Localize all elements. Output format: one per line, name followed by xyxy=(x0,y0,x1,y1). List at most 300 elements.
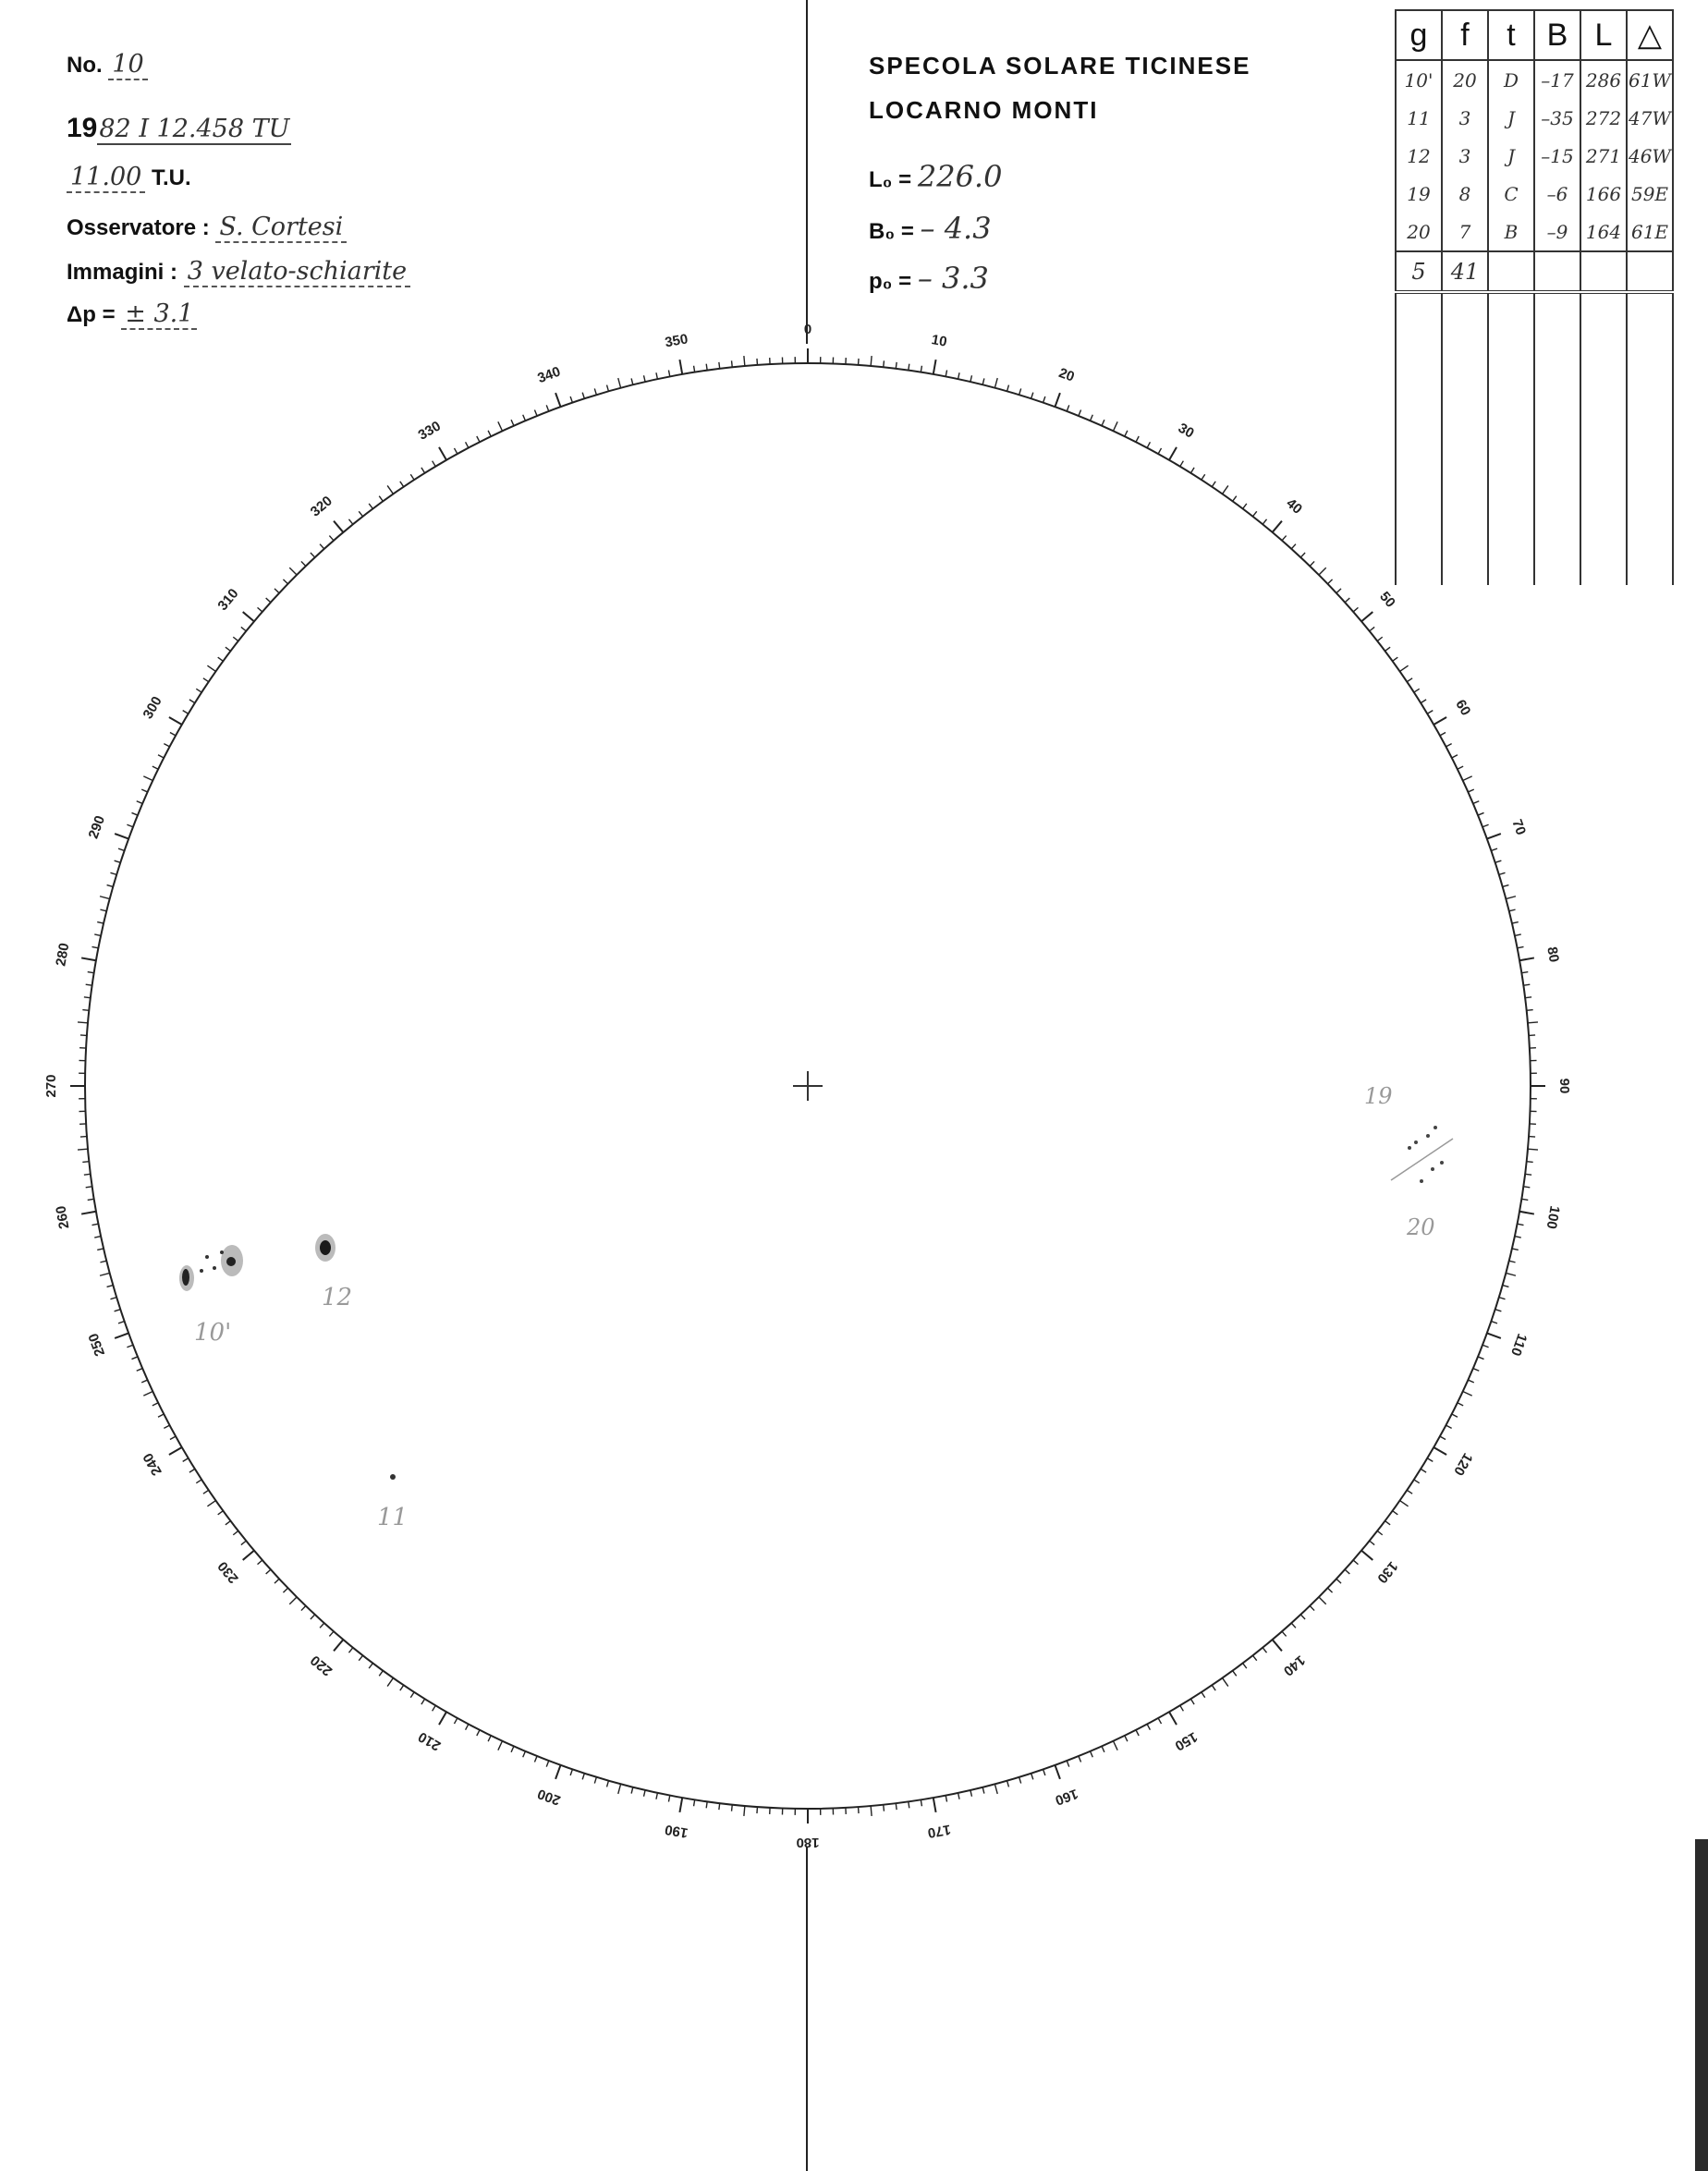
scale-tick xyxy=(1291,544,1296,549)
scale-tick xyxy=(410,474,414,480)
col-header-g: g xyxy=(1396,10,1442,60)
scale-tick xyxy=(1223,485,1228,494)
scale-tick xyxy=(170,1436,176,1439)
scale-tick xyxy=(1091,1751,1093,1757)
scale-tick xyxy=(1377,1531,1383,1534)
scale-tick xyxy=(466,1724,469,1729)
images-label: Immagini : xyxy=(67,260,178,285)
scale-tick xyxy=(1527,1162,1533,1163)
scale-tick xyxy=(1361,612,1372,621)
L0-label: L₀ = xyxy=(869,167,912,192)
scale-tick xyxy=(100,909,106,911)
scale-tick xyxy=(1499,1298,1506,1299)
cell-B: –35 xyxy=(1534,99,1580,137)
scale-tick xyxy=(1414,689,1420,692)
scale-tick xyxy=(958,1793,959,1799)
scale-tick xyxy=(164,1425,169,1428)
scale-tick xyxy=(88,972,94,973)
scale-tick xyxy=(243,1551,254,1560)
sunspot-group-20 xyxy=(1391,1139,1453,1183)
scale-tick xyxy=(706,364,707,371)
scale-tick xyxy=(100,1261,106,1262)
scale-tick xyxy=(1523,1187,1530,1188)
scale-tick xyxy=(400,1685,404,1690)
scale-tick xyxy=(694,366,695,372)
group-label-20: 20 xyxy=(1407,1214,1435,1240)
scale-tick xyxy=(982,378,984,384)
scale-tick xyxy=(1328,579,1333,584)
scale-label: 60 xyxy=(1452,697,1474,719)
scale-label: 210 xyxy=(415,1728,444,1754)
scale-tick xyxy=(1385,647,1391,651)
scale-tick xyxy=(1252,1655,1256,1661)
scale-tick xyxy=(1512,922,1519,924)
scale-tick xyxy=(118,848,125,850)
cell-L: 271 xyxy=(1580,137,1627,175)
scale-tick xyxy=(1043,396,1045,403)
scale-tick xyxy=(115,860,121,862)
scale-tick xyxy=(84,1174,91,1175)
scale-label: 320 xyxy=(307,493,336,520)
scale-tick xyxy=(982,1787,984,1794)
scale-tick xyxy=(706,1801,707,1808)
scale-tick xyxy=(1273,521,1282,532)
scale-tick xyxy=(266,1569,271,1574)
scale-tick xyxy=(1353,607,1358,612)
scale-label: 80 xyxy=(1543,945,1562,964)
scale-tick xyxy=(1136,1730,1139,1736)
scale-label: 40 xyxy=(1283,495,1305,518)
scale-label: 0 xyxy=(803,321,812,337)
scale-tick xyxy=(141,789,147,792)
scale-label: 160 xyxy=(1053,1785,1080,1809)
scale-tick xyxy=(933,360,936,374)
scale-tick xyxy=(94,934,101,935)
scale-label: 260 xyxy=(53,1204,73,1230)
scale-tick xyxy=(1291,1623,1296,1628)
scale-tick xyxy=(289,567,297,575)
scale-tick xyxy=(1310,1606,1314,1611)
scale-tick xyxy=(258,1560,262,1565)
scale-tick xyxy=(283,579,287,584)
scale-tick xyxy=(570,396,572,403)
scale-tick xyxy=(329,1631,334,1636)
group-label-10: 10' xyxy=(194,1319,232,1347)
scale-tick xyxy=(1319,567,1326,575)
scale-tick xyxy=(1499,872,1506,874)
scale-tick xyxy=(1345,598,1349,603)
cell-f: 3 xyxy=(1442,99,1488,137)
scale-tick xyxy=(1519,1212,1534,1214)
scale-tick xyxy=(170,732,176,735)
scale-tick xyxy=(1212,1685,1215,1690)
scale-tick xyxy=(110,872,116,874)
scale-tick xyxy=(97,922,104,924)
cell-t: D xyxy=(1488,60,1534,99)
scale-tick xyxy=(158,755,164,758)
scale-tick xyxy=(607,385,609,392)
scale-tick xyxy=(320,1623,324,1628)
scale-tick xyxy=(933,1798,936,1812)
cell-t: C xyxy=(1488,175,1534,213)
scale-label: 220 xyxy=(307,1652,336,1679)
scale-tick xyxy=(1519,957,1534,960)
scale-tick xyxy=(1509,1261,1516,1262)
scale-tick xyxy=(1263,1648,1266,1653)
scale-tick xyxy=(631,1787,633,1794)
scale-tick xyxy=(196,689,201,692)
scale-tick xyxy=(1446,1425,1451,1428)
scale-tick xyxy=(498,1741,503,1750)
scale-tick xyxy=(1506,896,1516,899)
scale-tick xyxy=(1518,1224,1524,1225)
scale-tick xyxy=(1223,1678,1228,1687)
scale-tick xyxy=(439,1712,446,1725)
scale-tick xyxy=(1353,1560,1358,1565)
scale-tick xyxy=(1521,1199,1528,1200)
scale-tick xyxy=(100,896,110,899)
scale-tick xyxy=(118,1322,125,1323)
scale-tick xyxy=(233,1531,238,1534)
scale-tick xyxy=(1421,700,1426,703)
record-number-value: 10 xyxy=(108,50,147,80)
scale-tick xyxy=(329,536,334,541)
scale-tick xyxy=(1491,848,1497,850)
scale-label: 140 xyxy=(1280,1652,1309,1679)
scale-tick xyxy=(594,388,596,395)
scale-tick xyxy=(679,1798,682,1812)
sunspot-group-19 xyxy=(1408,1126,1437,1150)
scale-tick xyxy=(523,415,526,421)
scale-tick xyxy=(1503,885,1509,887)
scale-tick xyxy=(1473,1369,1479,1372)
scale-tick xyxy=(1019,1777,1021,1784)
scale-tick xyxy=(534,409,537,415)
scale-tick xyxy=(1528,1022,1538,1023)
scale-tick xyxy=(1180,461,1184,467)
scale-tick xyxy=(1336,589,1341,593)
delta-p-value: ± 3.1 xyxy=(121,299,197,330)
scale-tick xyxy=(1440,1436,1446,1439)
P0-label: p₀ = xyxy=(869,269,912,294)
scale-tick xyxy=(78,1022,88,1023)
scale-tick xyxy=(379,1671,383,1677)
observer-value: S. Cortesi xyxy=(215,213,347,243)
col-header-B: B xyxy=(1534,10,1580,60)
scale-label: 110 xyxy=(1507,1331,1531,1359)
scale-tick xyxy=(1102,1746,1104,1751)
scale-tick xyxy=(348,1648,352,1653)
scale-tick xyxy=(1434,1447,1446,1455)
scale-tick xyxy=(1473,801,1479,804)
scale-tick xyxy=(387,485,393,494)
scale-tick xyxy=(433,1705,436,1711)
scale-tick xyxy=(1458,766,1463,769)
scale-tick xyxy=(243,612,254,621)
scale-tick xyxy=(454,1718,457,1724)
scale-tick xyxy=(233,637,238,640)
scale-tick xyxy=(1169,1712,1177,1725)
scale-tick xyxy=(1043,1769,1045,1775)
scale-tick xyxy=(81,957,96,960)
scale-tick xyxy=(226,647,231,651)
scale-tick xyxy=(218,657,224,661)
scale-label: 340 xyxy=(535,363,563,387)
scale-tick xyxy=(107,1286,114,1287)
scale-label: 150 xyxy=(1172,1728,1201,1754)
scale-tick xyxy=(127,1345,133,1348)
L0-value: 226.0 xyxy=(917,159,1003,194)
scale-tick xyxy=(183,711,189,714)
scale-tick xyxy=(100,1273,110,1275)
scale-tick xyxy=(158,1414,164,1417)
scale-tick xyxy=(582,393,584,399)
scale-tick xyxy=(143,1391,152,1396)
cell-g: 11 xyxy=(1396,99,1442,137)
scale-tick xyxy=(719,1803,720,1810)
scale-tick xyxy=(1273,1640,1282,1651)
col-header-t: t xyxy=(1488,10,1534,60)
scale-tick xyxy=(546,1761,549,1767)
scale-tick xyxy=(152,1403,158,1406)
scale-tick xyxy=(1147,442,1150,447)
scale-tick xyxy=(523,1751,526,1757)
scale-tick xyxy=(871,356,872,366)
scale-tick xyxy=(94,1237,101,1238)
scale-tick xyxy=(359,1655,362,1661)
scale-tick xyxy=(400,482,404,487)
scale-tick xyxy=(1136,436,1139,442)
scale-tick xyxy=(164,744,169,747)
scale-tick xyxy=(379,496,383,502)
scale-tick xyxy=(1031,393,1033,399)
date-value: 82 I 12.458 TU xyxy=(99,115,290,143)
scale-tick xyxy=(1202,1692,1205,1698)
scale-tick xyxy=(183,1458,189,1462)
scale-tick xyxy=(97,1249,104,1250)
scale-tick xyxy=(203,678,209,682)
scale-tick xyxy=(994,378,997,388)
scale-tick xyxy=(1190,468,1194,473)
scale-tick xyxy=(274,589,279,593)
scale-tick xyxy=(1528,1149,1538,1150)
scale-tick xyxy=(719,362,720,369)
scale-tick xyxy=(110,1298,116,1299)
scale-tick xyxy=(274,1579,279,1583)
scale-tick xyxy=(555,393,560,407)
scale-tick xyxy=(311,1615,315,1619)
scale-tick xyxy=(1079,1756,1081,1762)
scale-tick xyxy=(1452,1414,1458,1417)
scale-tick xyxy=(1421,1469,1426,1472)
cell-L: 272 xyxy=(1580,99,1627,137)
scale-tick xyxy=(1482,1345,1489,1348)
scale-tick xyxy=(656,372,657,379)
col-header-L: L xyxy=(1580,10,1627,60)
scale-tick xyxy=(958,372,959,379)
scale-tick xyxy=(1031,1774,1033,1780)
scale-tick xyxy=(466,442,469,447)
scale-tick xyxy=(369,504,372,509)
scale-tick xyxy=(1212,482,1215,487)
institution-line-1: SPECOLA SOLARE TICINESE xyxy=(869,52,1251,79)
scale-tick xyxy=(1434,717,1446,725)
scale-tick xyxy=(218,1511,224,1515)
scale-tick xyxy=(618,378,621,388)
scale-tick xyxy=(1463,776,1472,781)
scale-tick xyxy=(1147,1724,1150,1729)
scale-tick xyxy=(131,812,137,815)
scale-tick xyxy=(152,766,158,769)
scale-tick xyxy=(1518,946,1524,947)
scale-tick xyxy=(1414,1480,1420,1483)
group-label-12: 12 xyxy=(322,1284,353,1311)
scale-tick xyxy=(1233,496,1237,502)
scale-label: 30 xyxy=(1175,420,1197,442)
scale-tick xyxy=(1007,1781,1009,1787)
scale-tick xyxy=(1113,1741,1117,1750)
scale-tick xyxy=(1300,553,1305,557)
scale-tick xyxy=(421,1699,425,1704)
scale-tick xyxy=(618,1784,621,1794)
scale-label: 270 xyxy=(43,1074,59,1098)
scale-tick xyxy=(1370,627,1374,630)
scale-tick xyxy=(511,420,514,425)
scale-tick xyxy=(1319,1597,1326,1604)
cell-B: –9 xyxy=(1534,213,1580,251)
cell-delta: 59E xyxy=(1627,175,1673,213)
scale-tick xyxy=(668,1796,669,1802)
group-label-19: 19 xyxy=(1364,1083,1393,1109)
scale-tick xyxy=(1079,409,1081,415)
scale-tick xyxy=(744,1806,745,1816)
cell-L: 164 xyxy=(1580,213,1627,251)
scale-tick xyxy=(107,885,114,887)
scale-tick xyxy=(1440,732,1446,735)
cell-delta: 46W xyxy=(1627,137,1673,175)
scale-tick xyxy=(115,1310,121,1311)
scale-tick xyxy=(226,1521,231,1525)
scale-tick xyxy=(546,405,549,411)
scale-tick xyxy=(84,997,91,998)
scale-tick xyxy=(1515,1237,1521,1238)
scale-tick xyxy=(644,375,646,382)
scale-label: 120 xyxy=(1450,1450,1476,1479)
scale-label: 310 xyxy=(214,585,242,614)
scale-tick xyxy=(668,370,669,376)
scale-tick xyxy=(498,421,503,431)
scale-tick xyxy=(1158,1718,1161,1724)
scale-tick xyxy=(82,1162,89,1163)
scale-tick xyxy=(1509,909,1516,911)
scale-tick xyxy=(1243,1664,1247,1669)
scale-tick xyxy=(1468,1380,1473,1383)
scale-label: 50 xyxy=(1376,589,1398,611)
scale-tick xyxy=(115,1333,128,1337)
scale-tick xyxy=(488,431,491,436)
cell-f: 8 xyxy=(1442,175,1488,213)
images-value: 3 velato-schiarite xyxy=(184,257,410,287)
scale-label: 130 xyxy=(1373,1558,1401,1587)
scale-tick xyxy=(207,1501,215,1506)
scale-tick xyxy=(1158,448,1161,454)
scale-tick xyxy=(1495,860,1502,862)
scale-tick xyxy=(1452,755,1458,758)
scale-tick xyxy=(994,1784,997,1794)
scale-tick xyxy=(679,360,682,374)
scale-tick xyxy=(207,665,215,671)
scale-tick xyxy=(421,468,425,473)
scale-tick xyxy=(1393,1511,1398,1515)
scale-tick xyxy=(1491,1322,1497,1323)
scale-tick xyxy=(644,1790,646,1797)
cell-delta: 47W xyxy=(1627,99,1673,137)
cell-B: –17 xyxy=(1534,60,1580,99)
scale-tick xyxy=(1503,1286,1509,1287)
disc-center-cross xyxy=(793,1071,823,1101)
cell-t: J xyxy=(1488,137,1534,175)
scale-tick xyxy=(1468,789,1473,792)
scale-tick xyxy=(1478,812,1483,815)
time-unit: T.U. xyxy=(151,165,191,190)
scale-tick xyxy=(594,1777,596,1784)
scale-label: 10 xyxy=(930,332,948,350)
scale-tick xyxy=(1385,1521,1391,1525)
scale-tick xyxy=(1125,1736,1128,1741)
scale-label: 200 xyxy=(535,1785,563,1809)
scale-tick xyxy=(320,544,324,549)
scale-tick xyxy=(92,946,98,947)
scale-tick xyxy=(1407,678,1412,682)
scale-label: 280 xyxy=(53,942,73,968)
scale-label: 300 xyxy=(140,693,165,722)
cell-delta: 61E xyxy=(1627,213,1673,251)
scale-tick xyxy=(283,1588,287,1592)
scale-tick xyxy=(311,553,315,557)
cell-f: 20 xyxy=(1442,60,1488,99)
scale-tick xyxy=(1328,1588,1333,1592)
scale-tick xyxy=(348,519,352,524)
scale-tick xyxy=(410,1692,414,1698)
group-label-11: 11 xyxy=(377,1504,409,1531)
scale-tick xyxy=(1525,1174,1531,1175)
B0-value: – 4.3 xyxy=(920,211,992,246)
scale-label: 350 xyxy=(664,331,689,351)
scale-tick xyxy=(1506,1273,1516,1275)
scale-tick xyxy=(896,1803,897,1810)
scale-tick xyxy=(1282,536,1287,541)
scale-tick xyxy=(1495,1310,1502,1311)
scale-tick xyxy=(896,362,897,369)
cell-f: 7 xyxy=(1442,213,1488,251)
scale-tick xyxy=(970,1790,972,1797)
scale-tick xyxy=(439,447,446,460)
scale-tick xyxy=(86,1187,92,1188)
scale-tick xyxy=(1407,1490,1412,1494)
scale-tick xyxy=(970,375,972,382)
scale-tick xyxy=(732,1805,733,1811)
delta-p-label: Δp = xyxy=(67,302,116,327)
cell-t: J xyxy=(1488,99,1534,137)
scale-tick xyxy=(1113,421,1117,431)
scale-tick xyxy=(656,1793,657,1799)
scale-tick xyxy=(488,1736,491,1741)
scale-tick xyxy=(477,436,480,442)
scale-tick xyxy=(1393,657,1398,661)
sunspot-group-11 xyxy=(390,1474,396,1480)
scale-tick xyxy=(1102,420,1104,425)
scale-tick xyxy=(732,360,733,367)
